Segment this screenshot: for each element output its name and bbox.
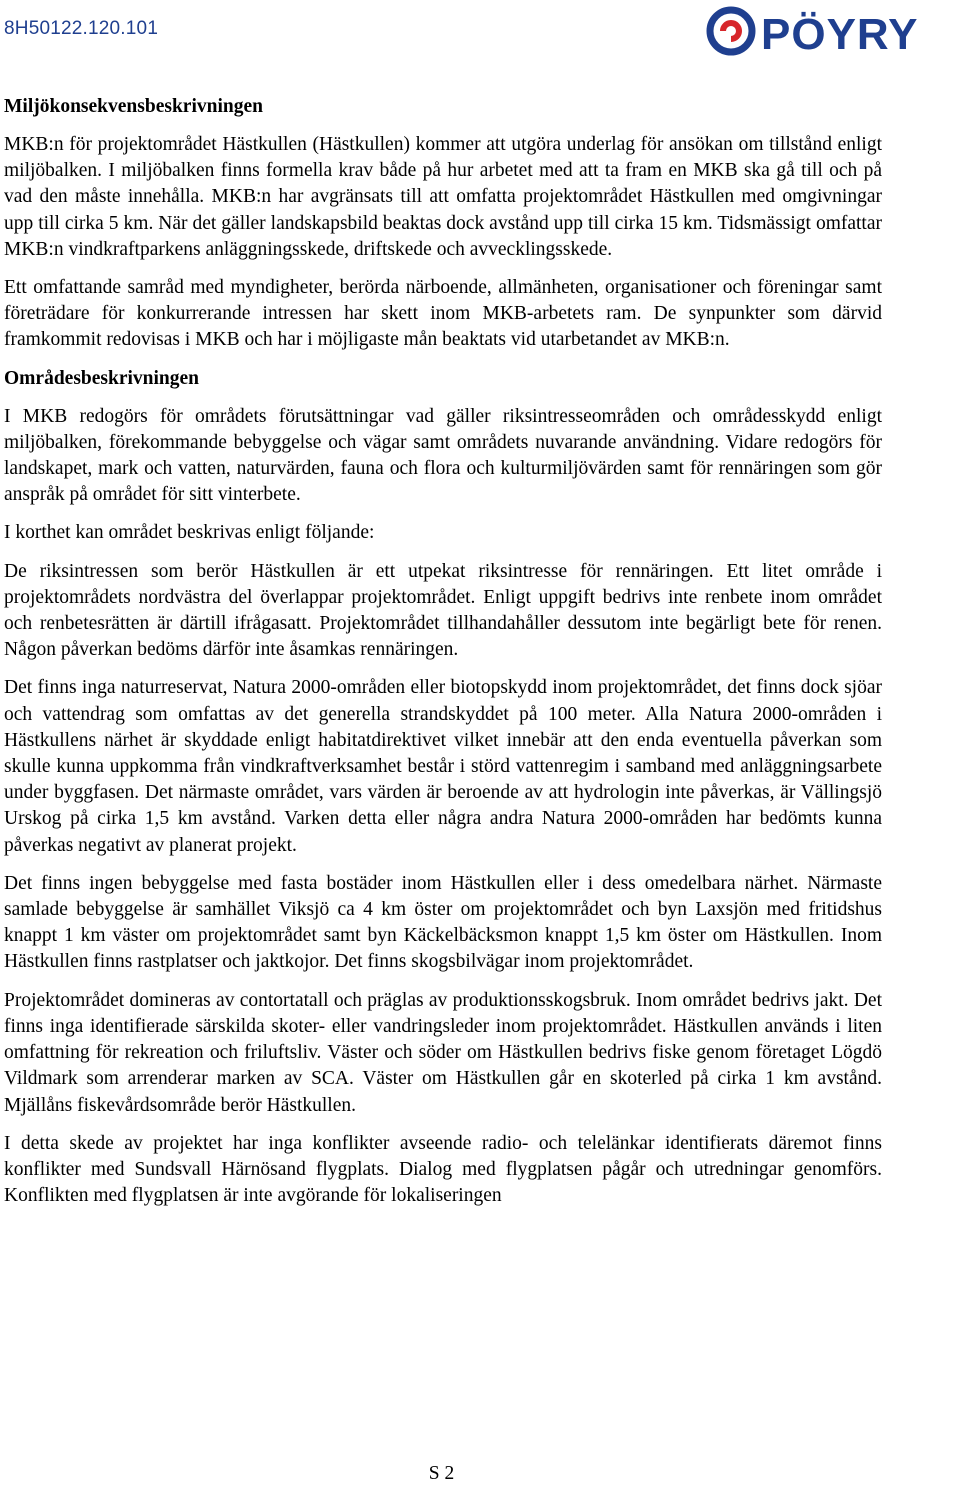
paragraph: Det finns ingen bebyggelse med fasta bostäder inom Hästkullen eller i dess omedelbara närhet. Närmaste samlade bebyggelse är samhället Viksjö ca 4 km öster om projektområdet och byn Laxsjön med fritidshus knappt 1 km väster om projektområdet samt byn Käckelbäcksmon knappt 1,5 km öster om Hästkullen. Inom Hästkullen finns rastplatser och jaktkojor. Det finns skogsbilvägar inom projektområdet. [4, 872, 882, 973]
document-body [4, 94, 882, 1221]
poyry-logo-text: PÖYRY [761, 10, 919, 58]
section-heading-omradesbeskrivning: Områdesbeskrivningen [4, 367, 200, 389]
paragraph: I MKB redogörs för områdets förutsättningar vad gäller riksintresseområden och områdesskydd enligt miljöbalken, förekommande bebyggelse och vägar samt områdets nuvarande användning. Vidare redogörs för landskapet, mark och vatten, naturvärden, fauna och flora och kulturmiljövärden samt för rennäringen som gör anspråk på området för sitt vinterbete. [4, 405, 882, 506]
poyry-logo [705, 4, 957, 58]
poyry-logo-icon [710, 10, 752, 52]
document-id: 8H50122.120.101 [4, 18, 159, 39]
paragraph: I detta skede av projektet har inga konflikter avseende radio- och telelänkar identifierats däremot finns konflikter med Sundsvall Härnösand flygplats. Dialog med flygplatsen pågår och utredningar genomförs. Konflikten med flygplatsen är inte avgörande för lokaliseringen [4, 1132, 882, 1207]
paragraph: Projektområdet domineras av contortatall och präglas av produktionsskogsbruk. Inom området bedrivs jakt. Det finns inga identifierade särskilda skoter- eller vandringsleder inom projektområdet. Hästkullen används i liten omfattning för rekreation och friluftsliv. Väster och söder om Hästkullen bedrivs fiske genom företaget Lögdö Vildmark som arrenderar marken av SCA. Väster om Hästkullen går en skoterled på cirka 1 km avstånd. Mjällåns fiskevårdsområde berör Hästkullen. [4, 989, 882, 1116]
paragraph: I korthet kan området beskrivas enligt följande: [4, 522, 375, 544]
page-number: S 2 [428, 1463, 455, 1484]
paragraph: De riksintressen som berör Hästkullen är ett utpekat riksintresse för rennäringen. Ett litet område i projektområdets nordvästra del överlappar projektområdet. Enligt uppgift bedrivs inte renbete inom området och renbetesrätten är därtill ifrågasatt. Projektområdet tillhandahåller dessutom inte begärligt bete för renen. Någon påverkan bedöms därför inte åsamkas rennäringen. [4, 560, 882, 661]
section-heading-mkb: Miljökonsekvensbeskrivningen [4, 96, 263, 117]
paragraph: Ett omfattande samråd med myndigheter, berörda närboende, allmänheten, organisationer och föreningar samt företrädare för konkurrerande intressen har skett inom MKB-arbetets ram. De synpunkter som därvid framkommit redovisas i MKB och har i möjligaste mån beaktats vid utarbetandet av MKB:n. [4, 277, 882, 351]
paragraph: MKB:n för projektområdet Hästkullen (Hästkullen) kommer att utgöra underlag för ansökan om tillstånd enligt miljöbalken. I miljöbalken finns formella krav både på hur arbetet med att ta fram en MKB ska gå till och på vad den måste innehålla. MKB:n har avgränsats till att omfatta projektområdet Hästkullen med omgivningar upp till cirka 5 km. När det gäller landskapsbild beaktas dock avstånd upp till cirka 15 km. Tidsmässigt omfattar MKB:n vindkraftparkens anläggningsskede, driftskede och avvecklingsskede. [4, 134, 882, 260]
paragraph: Det finns inga naturreservat, Natura 2000-områden eller biotopskydd inom projektområdet, det finns dock sjöar och vattendrag som omfattas av det generella strandskyddet på 100 meter. Alla Natura 2000-områden i Hästkullens närhet är skyddade enligt habitatdirektivet vilket innebär att den enda eventuella påverkan som skulle kunna uppkomma från vindkraftverksamhet består i störd vattenregim i samband med anläggningsarbete under byggfasen. Det närmaste området, vars värden är beroende av att hydrologin inte påverkas, är Vällingsjö Urskog på cirka 1,5 km avstånd. Varken detta eller några andra Natura 2000-områden har bedömts kunna påverkas negativt av planerat projekt. [4, 677, 882, 856]
